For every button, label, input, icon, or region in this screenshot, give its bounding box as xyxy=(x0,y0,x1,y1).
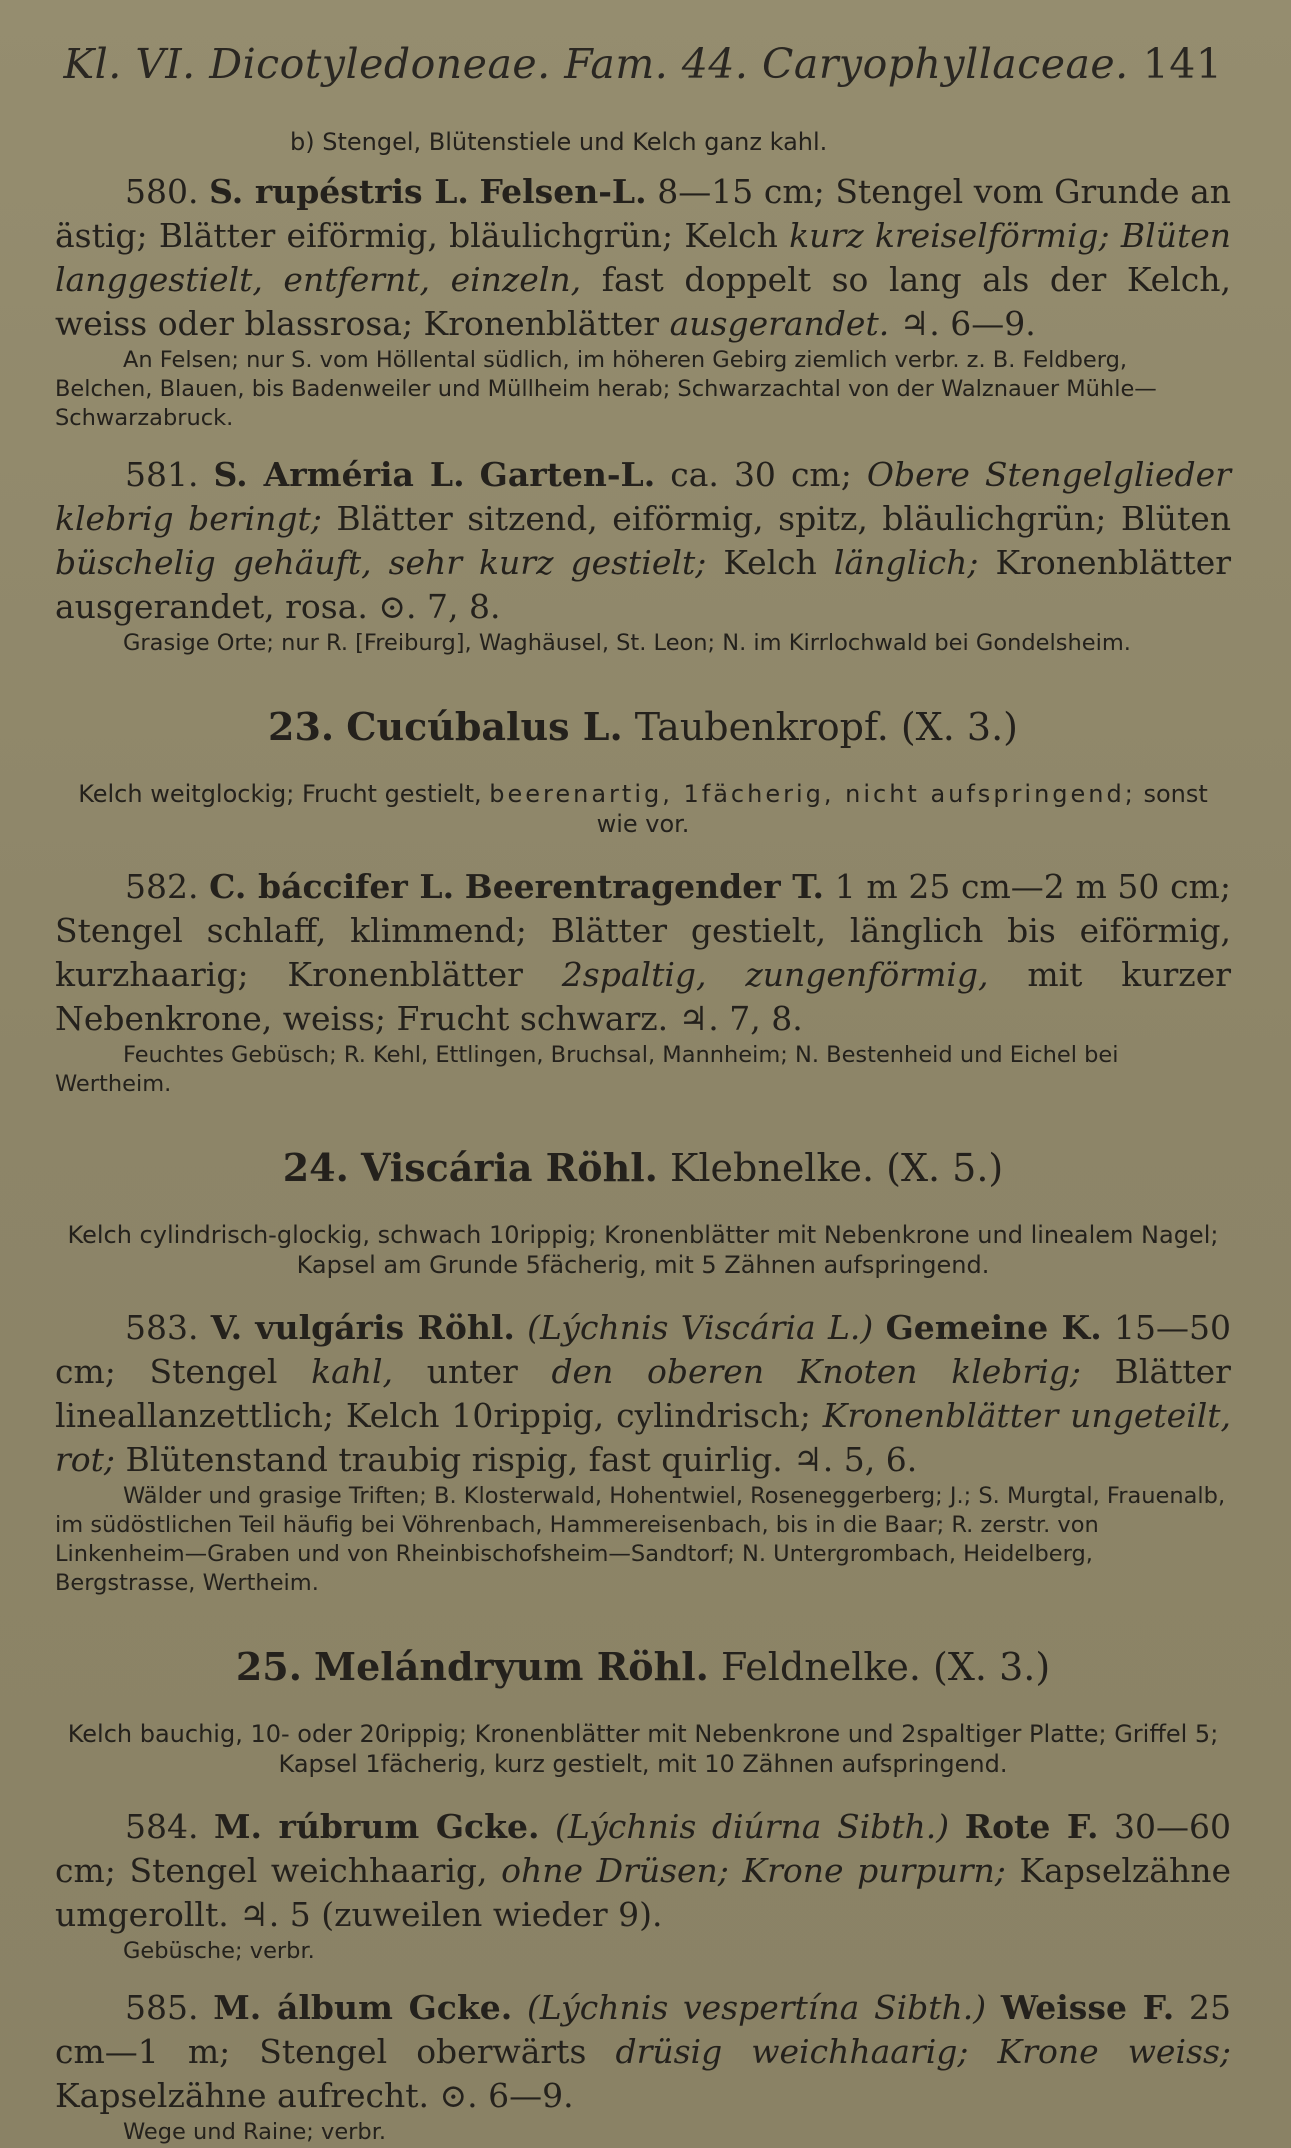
common-name: Gemeine K. xyxy=(885,1308,1102,1347)
entry-number: 583. xyxy=(125,1308,199,1347)
page-number: 141 xyxy=(1142,40,1223,88)
entry-number: 580. xyxy=(125,172,199,211)
genus-25-heading: 25. Melándryum Röhl. Feldnelke. (X. 3.) xyxy=(235,1644,1051,1689)
species-name: M. rúbrum Gcke. xyxy=(214,1807,540,1846)
entry-italic: ausgerandet. xyxy=(669,304,890,343)
entry-italic: 2spaltig, zungenförmig, xyxy=(561,955,989,994)
synonym: (Lýchnis diúrna Sibth.) xyxy=(554,1807,950,1846)
entry-584-habitat: Gebüsche; verbr. xyxy=(123,1938,315,1964)
entry-text: 15—50 cm; Stengel xyxy=(55,1308,1231,1391)
species-name: S. Arméria L. xyxy=(213,455,465,494)
entry-italic: ohne Drüsen; Krone purpurn; xyxy=(501,1851,1006,1890)
entry-581-habitat: Grasige Orte; nur R. [Freiburg], Waghäusel, St. Leon; N. im Kirrlochwald bei Gondelsheim. xyxy=(123,630,1131,656)
entry-number: 582. xyxy=(125,867,199,906)
genus-23-heading: 23. Cucúbalus L. Taubenkropf. (X. 3.) xyxy=(268,704,1018,749)
common-name: Weisse F. xyxy=(1000,1988,1175,2027)
common-name: Felsen-L. xyxy=(479,172,647,211)
entry-582 xyxy=(55,865,1231,1041)
genus-24-heading: 24. Viscária Röhl. Klebnelke. (X. 5.) xyxy=(282,1145,1004,1190)
entry-580-habitat: An Felsen; nur S. vom Höllental südlich, im höheren Gebirg ziemlich verbr. z. B. Feldberg, Belchen, Blauen, bis Badenweiler und Müllheim herab; Schwarzachtal von der Walznauer Mühle—Schwarzabruck. xyxy=(55,347,1157,431)
entry-581 xyxy=(55,453,1231,629)
species-name: S. rupéstris L. xyxy=(209,172,469,211)
genus-24-description: Kelch cylindrisch-glockig, schwach 10rippig; Kronenblätter mit Nebenkrone und linealem Nagel; Kapsel am Grunde 5fächerig, mit 5 Zähnen aufspringend. xyxy=(67,1221,1219,1279)
entry-text: 25 cm—1 m; Stengel oberwärts xyxy=(55,1988,1231,2071)
entry-text: Blütenstand traubig rispig, fast quirlig. ♃. 5, 6. xyxy=(125,1440,918,1479)
entry-584 xyxy=(55,1805,1231,1937)
entry-text: 1 m 25 cm—2 m 50 cm; Stengel schlaff, klimmend; Blätter gestielt, länglich bis eiförmig, kurzhaarig; Kronenblätter xyxy=(55,867,1231,994)
entry-italic: kurz kreiselförmig; Blüten langgestielt, entfernt, einzeln, xyxy=(55,216,1231,299)
species-name: M. álbum Gcke. xyxy=(213,1988,513,2027)
entry-text: fast doppelt so lang als der Kelch, weiss oder blassrosa; Kronenblätter xyxy=(55,260,1231,343)
common-name: Garten-L. xyxy=(479,455,656,494)
entry-585-habitat: Wege und Raine; verbr. xyxy=(123,2119,387,2145)
genus-23-description: Kelch weitglockig; Frucht gestielt, beerenartig, 1fächerig, nicht aufspringend; sonst wie vor. xyxy=(78,780,1208,838)
entry-text: 30—60 cm; Stengel weichhaarig, xyxy=(55,1807,1231,1890)
entry-text: Kapselzähne aufrecht. ⊙. 6—9. xyxy=(55,2076,574,2115)
common-name: Rote F. xyxy=(964,1807,1099,1846)
entry-585 xyxy=(55,1986,1231,2118)
entry-text: 8—15 cm; Stengel vom Grunde an ästig; Blätter eiförmig, bläulichgrün; Kelch xyxy=(55,172,1232,255)
entry-italic: büschelig gehäuft, sehr kurz gestielt; xyxy=(55,543,707,582)
entry-583-habitat: Wälder und grasige Triften; B. Klosterwald, Hohentwiel, Roseneggerberg; J.; S. Murgtal, Frauenalb, im südöstlichen Teil häufig bei Vöhrenbach, Hammereisenbach, bis in die Baar; R. zerstr. von Linkenheim—Graben und von Rheinbischofsheim—Sandtorf; N. Untergrombach, Heidelberg, Bergstrasse, Wertheim. xyxy=(55,1483,1226,1596)
entry-italic: kahl, xyxy=(311,1352,394,1391)
entry-text: Blätter lineallanzettlich; Kelch 10rippig, cylindrisch; xyxy=(55,1352,1231,1435)
entry-text: Kronenblätter ausgerandet, rosa. ⊙. 7, 8. xyxy=(55,543,1232,626)
entry-583 xyxy=(55,1306,1231,1482)
entry-italic: Obere Stengelglieder klebrig beringt; xyxy=(55,455,1231,538)
genus-25-description: Kelch bauchig, 10- oder 20rippig; Kronenblätter mit Nebenkrone und 2spaltiger Platte; Griffel 5; Kapsel 1fächerig, kurz gestielt, mit 10 Zähnen aufspringend. xyxy=(67,1720,1219,1778)
synonym: (Lýchnis Viscária L.) xyxy=(527,1308,874,1347)
entry-italic: den oberen Knoten klebrig; xyxy=(551,1352,1081,1391)
entry-text: Kapselzähne umgerollt. ♃. 5 (zuweilen wieder 9). xyxy=(55,1851,1232,1934)
entry-580 xyxy=(55,170,1231,346)
header-title: Kl. VI. Dicotyledoneae. Fam. 44. Caryophyllaceae. xyxy=(63,40,1129,88)
entry-italic: länglich; xyxy=(833,543,979,582)
synonym: (Lýchnis vespertína Sibth.) xyxy=(526,1988,987,2027)
species-name: C. báccifer L. xyxy=(209,867,455,906)
page-header xyxy=(55,40,1231,88)
entry-582-habitat: Feuchtes Gebüsch; R. Kehl, Ettlingen, Bruchsal, Mannheim; N. Bestenheid und Eichel bei Wertheim. xyxy=(55,1042,1119,1097)
common-name: Beerentragender T. xyxy=(464,867,825,906)
entry-text: Kelch xyxy=(723,543,817,582)
entry-number: 585. xyxy=(125,1988,199,2027)
entry-italic: Kronenblätter ungeteilt, rot; xyxy=(55,1396,1231,1479)
subsection-heading: b) Stengel, Blütenstiele und Kelch ganz kahl. xyxy=(290,128,828,156)
entry-text: mit kurzer Nebenkrone, weiss; Frucht schwarz. ♃. 7, 8. xyxy=(55,955,1231,1038)
entry-text: Blätter sitzend, eiförmig, spitz, bläulichgrün; Blüten xyxy=(336,499,1231,538)
species-name: V. vulgáris Röhl. xyxy=(210,1308,515,1347)
entry-italic: drüsig weichhaarig; Krone weiss; xyxy=(615,2032,1232,2071)
entry-text: ca. 30 cm; xyxy=(670,455,852,494)
entry-number: 581. xyxy=(125,455,199,494)
entry-text: ♃. 6—9. xyxy=(899,304,1036,343)
entry-text: unter xyxy=(426,1352,518,1391)
entry-number: 584. xyxy=(125,1807,199,1846)
